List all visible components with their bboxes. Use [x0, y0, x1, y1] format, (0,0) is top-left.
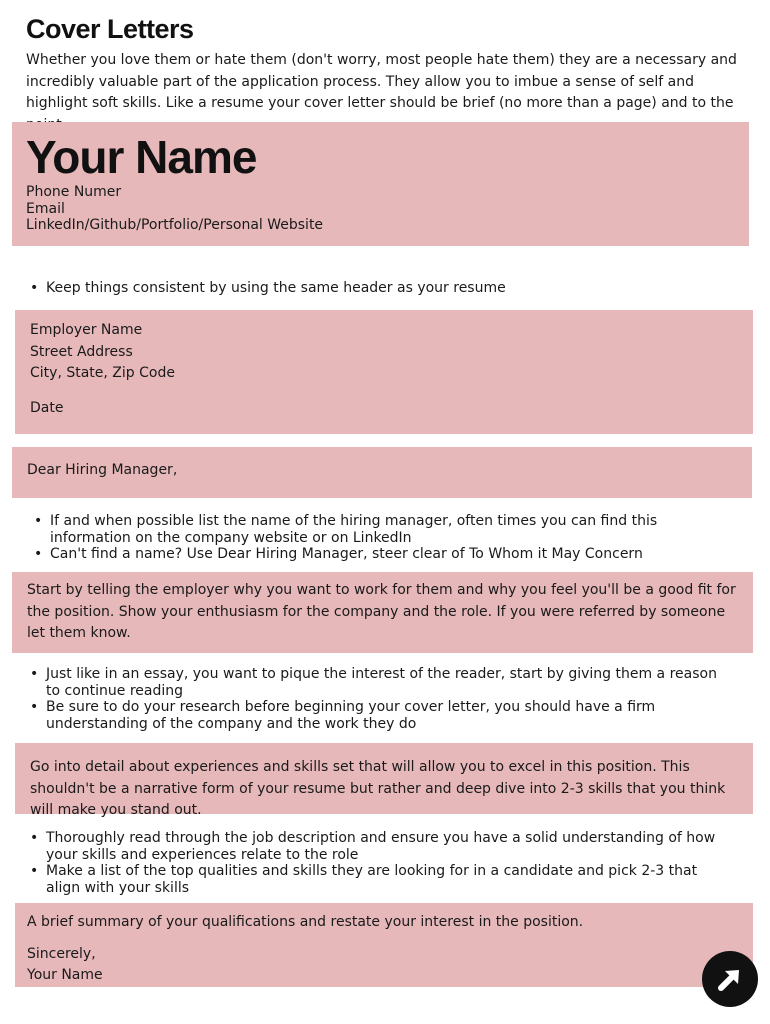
greeting-box: [12, 447, 752, 498]
page-title: Cover Letters: [26, 14, 194, 44]
body-paragraph-box: [15, 743, 753, 818]
list-item: • Can't find a name? Use Dear Hiring Manager, steer clear of To Whom it May Concern: [34, 546, 724, 563]
closing-box: [15, 903, 753, 987]
list-item: • Keep things consistent by using the same header as your resume: [30, 280, 730, 297]
opening-paragraph-box: [12, 572, 753, 653]
list-item: • Thoroughly read through the job description and ensure you have a solid understanding of how your skills and experiences relate to the role: [30, 830, 730, 863]
arrow-up-right-icon: [702, 951, 758, 1007]
closing-signoff: Sincerely,: [27, 946, 96, 962]
employer-name: Employer Name: [30, 322, 143, 338]
list-item: • If and when possible list the name of the hiring manager, often times you can find this information on the company website or on LinkedIn: [34, 513, 724, 546]
body-tips-list: [30, 830, 730, 896]
intro-paragraph: Whether you love them or hate them (don't worry, most people hate them) they are a necessary and incredibly valuable part of the application process. They allow you to imbue a sense of self and highlight soft skills. Like a resume your cover letter should be brief (no more than a page) and to the: [26, 52, 737, 111]
employer-city: City, State, Zip Code: [30, 365, 175, 381]
header-name: Your Name: [26, 131, 257, 183]
greeting-tips-list: [34, 513, 724, 563]
resume-header-box: [12, 122, 749, 246]
header-tips-list: [30, 280, 730, 297]
header-links: LinkedIn/Github/Portfolio/Personal Website: [26, 217, 324, 233]
closing-name: Your Name: [27, 967, 103, 983]
list-item: • Be sure to do your research before beginning your cover letter, you should have a firm understanding of the company and the work they do: [30, 699, 720, 732]
employer-box: [15, 310, 753, 434]
list-item: • Just like in an essay, you want to pique the interest of the reader, start by giving them a reason to continue reading: [30, 666, 720, 699]
greeting-text: Dear Hiring Manager,: [27, 462, 178, 478]
closing-summary: A brief summary of your qualifications and restate your interest in the position.: [27, 914, 584, 930]
opening-tips-list: [30, 666, 720, 732]
opening-paragraph-text: Start by telling the employer why you want to work for them and why you feel you'll be a good fit for the position. Show your enthusiasm for the company and the role. If you were referred by someone let them know.: [27, 582, 736, 641]
header-phone: Phone Numer: [26, 184, 122, 200]
list-item: • Make a list of the top qualities and skills they are looking for in a candidate and pick 2-3 that align with your skills: [30, 863, 730, 896]
employer-date: Date: [30, 399, 64, 416]
header-email: Email: [26, 200, 65, 217]
body-paragraph-text: Go into detail about experiences and skills set that will allow you to excel in this position. This shouldn't be a narrative form of your resume but rather and deep dive into 2-3 skills that you think will make you stand out.: [30, 759, 726, 818]
arrow-up-right-icon-graphic: [713, 962, 747, 996]
employer-street: Street Address: [30, 343, 133, 360]
